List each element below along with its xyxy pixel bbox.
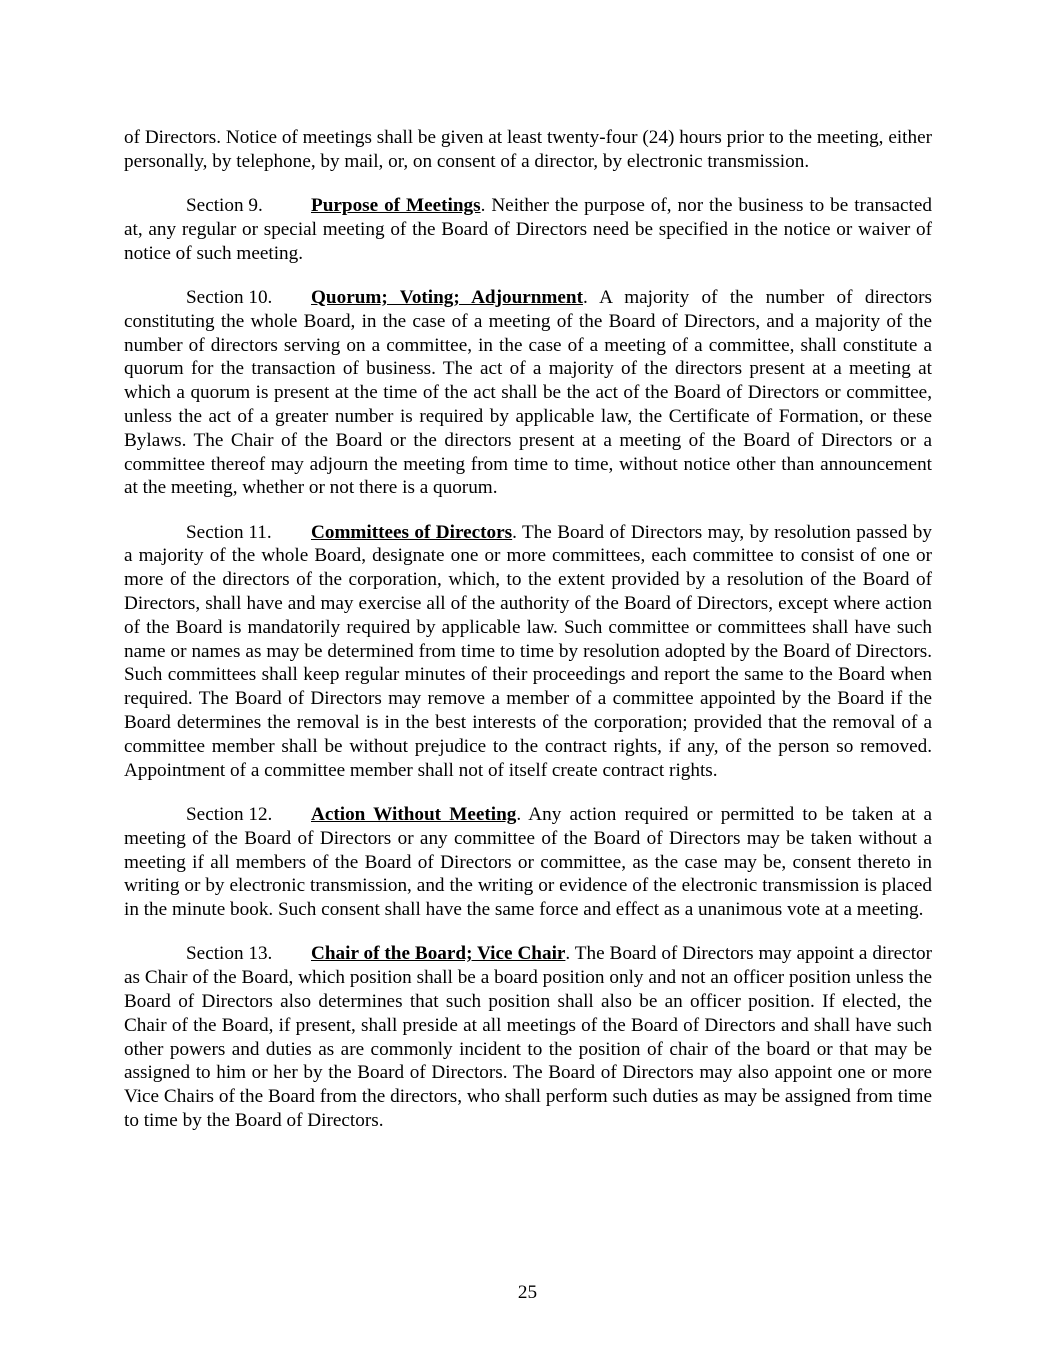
section-title: Action Without Meeting [311,803,517,825]
section-body: . The Board of Directors may appoint a director as Chair of the Board, which position shall be a board position only and not an officer position unless the Board of Directors also determines that such position shall also be an officer position. If elected, the Chair of the Board, if present, shall preside at all meetings of the Board of Directors and shall have such other powers and duties as are commonly incident to the position of chair of the board or that may be assigned to him or her by the Board of Directors. The Board of Directors may also appoint one or more Vice Chairs of the Board from the directors, who shall perform such duties as may be assigned from time to time by the Board of Directors. [124,943,933,1131]
section-11-paragraph [124,521,932,783]
section-body: . The Board of Directors may, by resolution passed by a majority of the whole Board, designate one or more committees, each committee to consist of one or more of the directors of the corporation, which, to the extent provided by a resolution of the Board of Directors, shall have and may exercise all of the authority of the Board of Directors, except where action of the Board is mandatorily required by applicable law. Such committee or committees shall have such name or names as may be determined from time to time by resolution adopted by the Board of Directors. Such committees shall keep regular minutes of their proceedings and report the same to the Board when required. The Board of Directors may remove a member of a committee appointed by the Board if the Board determines the removal is in the best interests of the corporation; provided that the removal of a committee member shall be without prejudice to the contract rights, if any, of the person so removed. Appointment of a committee member shall not of itself create contract rights. [124,521,932,781]
document-page [124,126,932,1153]
section-number: Section 13. [186,943,273,965]
page-number: 25 [517,1282,538,1303]
section-number: Section 12. [186,803,273,825]
section-10-paragraph [124,286,932,500]
section-title: Chair of the Board; Vice Chair [311,943,566,965]
section-body: . Neither the purpose of, nor the business to be transacted at, any regular or special meeting of the Board of Directors need be specified in the notice or waiver of notice of such meeting. [124,195,932,264]
section-9-paragraph [124,194,932,265]
section-number: Section 9. [186,195,263,217]
section-body: . A majority of the number of directors constituting the whole Board, in the case of a meeting of the Board of Directors, and a majority of the number of directors serving on a committee, in the case of a meeting of a committee, shall constitute a quorum for the transaction of business. The act of a majority of the directors present at a meeting at which a quorum is present at the time of the act shall be the act of the Board of Directors or committee, unless the act of a greater number is required by applicable law, the Certificate of Formation, or these Bylaws. The Chair of the Board or the directors present at a meeting of the Board of Directors or a committee thereof may adjourn the meeting from time to time, without notice other than announcement at the meeting, whether or not there is a quorum. [124,286,932,499]
section-title: Quorum; Voting; Adjournment [311,286,583,308]
section-13-paragraph [124,942,932,1132]
section-body: . Any action required or permitted to be taken at a meeting of the Board of Directors or any committee of the Board of Directors may be taken without a meeting if all members of the Board of Directors or committee, as the case may be, consent thereto in writing or by electronic transmission, and the writing or evidence of the electronic transmission is placed in the minute book. Such consent shall have the same force and effect as a unanimous vote at a meeting. [124,803,932,921]
section-title: Committees of Directors [311,521,513,543]
section-number: Section 11. [186,521,272,543]
section-12-paragraph [124,803,932,922]
section-title: Purpose of Meetings [311,195,481,217]
section-number: Section 10. [186,286,273,308]
continuation-paragraph: of Directors. Notice of meetings shall be given at least twenty-four (24) hours prior to the meeting, either personally, by telephone, by mail, or, on consent of a director, by electronic transmission. [124,127,932,172]
